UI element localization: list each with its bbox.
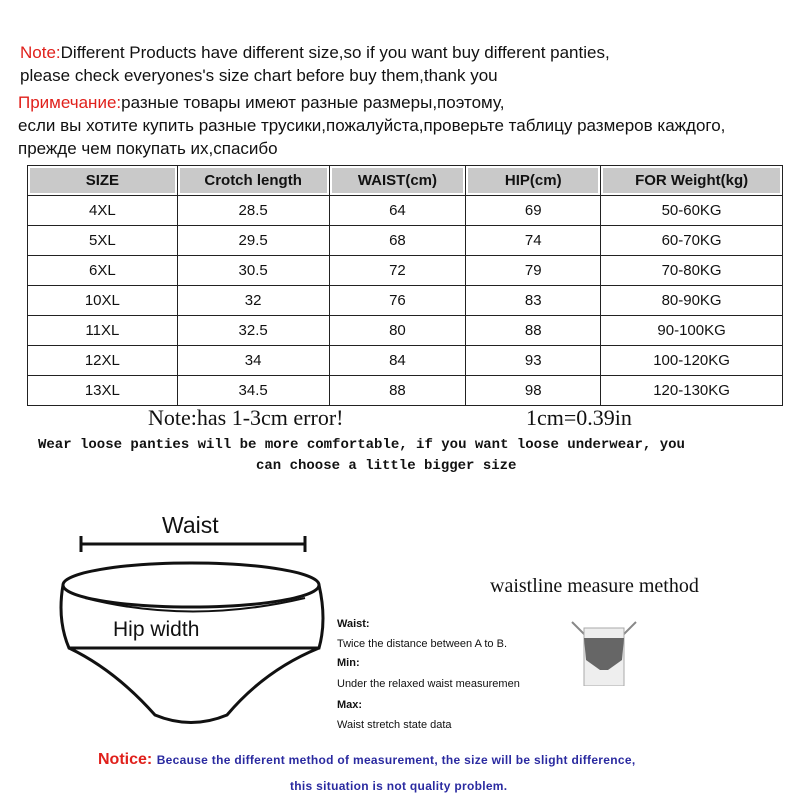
table-cell: 88	[329, 376, 466, 406]
max-heading: Max:	[337, 699, 363, 711]
table-row	[28, 376, 783, 406]
note-text: Different Products have different size,so if you want buy different panties,	[60, 43, 610, 62]
loose-note-1: Wear loose panties will be more comfortable, if you want loose underwear, you	[38, 437, 685, 453]
table-cell: 80	[329, 316, 466, 346]
table-row	[28, 226, 783, 256]
table-cell: 83	[466, 286, 601, 316]
table-cell: 72	[329, 256, 466, 286]
table-cell: 60-70KG	[601, 226, 783, 256]
table-cell: 68	[329, 226, 466, 256]
min-desc: Under the relaxed waist measuremen	[337, 678, 520, 690]
table-cell: 13XL	[28, 376, 178, 406]
table-cell: 32	[177, 286, 329, 316]
table-cell: 50-60KG	[601, 196, 783, 226]
table-cell: 76	[329, 286, 466, 316]
loose-note-2: can choose a little bigger size	[256, 458, 517, 474]
column-header: WAIST(cm)	[329, 166, 466, 196]
table-row	[28, 286, 783, 316]
table-cell: 84	[329, 346, 466, 376]
table-cell: 69	[466, 196, 601, 226]
ru-line-3: прежде чем покупать их,спасибо	[18, 139, 278, 158]
note-line-2: please check everyones's size chart before buy them,thank you	[20, 66, 498, 85]
column-header: Crotch length	[177, 166, 329, 196]
notice-text: Because the different method of measurement, the size will be slight difference,	[156, 753, 636, 767]
error-note: Note:has 1-3cm error!	[148, 405, 344, 430]
ru-line-2: если вы хотите купить разные трусики,пожалуйста,проверьте таблицу размеров каждого,	[18, 116, 726, 135]
table-cell: 120-130KG	[601, 376, 783, 406]
table-cell: 74	[466, 226, 601, 256]
table-cell: 100-120KG	[601, 346, 783, 376]
table-cell: 28.5	[177, 196, 329, 226]
note-line-1	[20, 43, 610, 63]
ru-text: разные товары имеют разные размеры,поэтому,	[121, 93, 505, 112]
column-header: HIP(cm)	[466, 166, 601, 196]
table-cell: 30.5	[177, 256, 329, 286]
column-header: FOR Weight(kg)	[601, 166, 783, 196]
hip-width-label: Hip width	[113, 618, 200, 641]
table-cell: 88	[466, 316, 601, 346]
table-row	[28, 256, 783, 286]
table-cell: 10XL	[28, 286, 178, 316]
table-row	[28, 316, 783, 346]
panties-diagram	[55, 530, 345, 750]
waist-desc: Twice the distance between A to B.	[337, 638, 507, 650]
size-chart-table	[27, 165, 783, 406]
table-cell: 12XL	[28, 346, 178, 376]
table-cell: 98	[466, 376, 601, 406]
table-row	[28, 196, 783, 226]
note-label: Note:	[20, 43, 61, 62]
table-cell: 4XL	[28, 196, 178, 226]
table-cell: 80-90KG	[601, 286, 783, 316]
table-cell: 79	[466, 256, 601, 286]
notice-line-2: this situation is not quality problem.	[290, 779, 508, 793]
min-heading: Min:	[337, 657, 360, 669]
table-cell: 90-100KG	[601, 316, 783, 346]
measure-illustration	[570, 620, 638, 686]
notice-line-1	[98, 751, 635, 769]
waist-label: Waist	[162, 512, 219, 538]
table-cell: 93	[466, 346, 601, 376]
table-cell: 5XL	[28, 226, 178, 256]
table-cell: 29.5	[177, 226, 329, 256]
column-header: SIZE	[28, 166, 178, 196]
table-cell: 11XL	[28, 316, 178, 346]
method-title: waistline measure method	[490, 575, 699, 597]
table-cell: 34	[177, 346, 329, 376]
table-cell: 64	[329, 196, 466, 226]
table-cell: 70-80KG	[601, 256, 783, 286]
conversion-note: 1cm=0.39in	[526, 405, 632, 430]
waist-heading: Waist:	[337, 618, 370, 630]
table-cell: 34.5	[177, 376, 329, 406]
ru-label: Примечание:	[18, 93, 122, 112]
table-cell: 32.5	[177, 316, 329, 346]
table-row	[28, 346, 783, 376]
table-cell: 6XL	[28, 256, 178, 286]
max-desc: Waist stretch state data	[337, 719, 452, 731]
notice-label: Notice:	[98, 751, 153, 768]
ru-line-1	[18, 93, 504, 113]
